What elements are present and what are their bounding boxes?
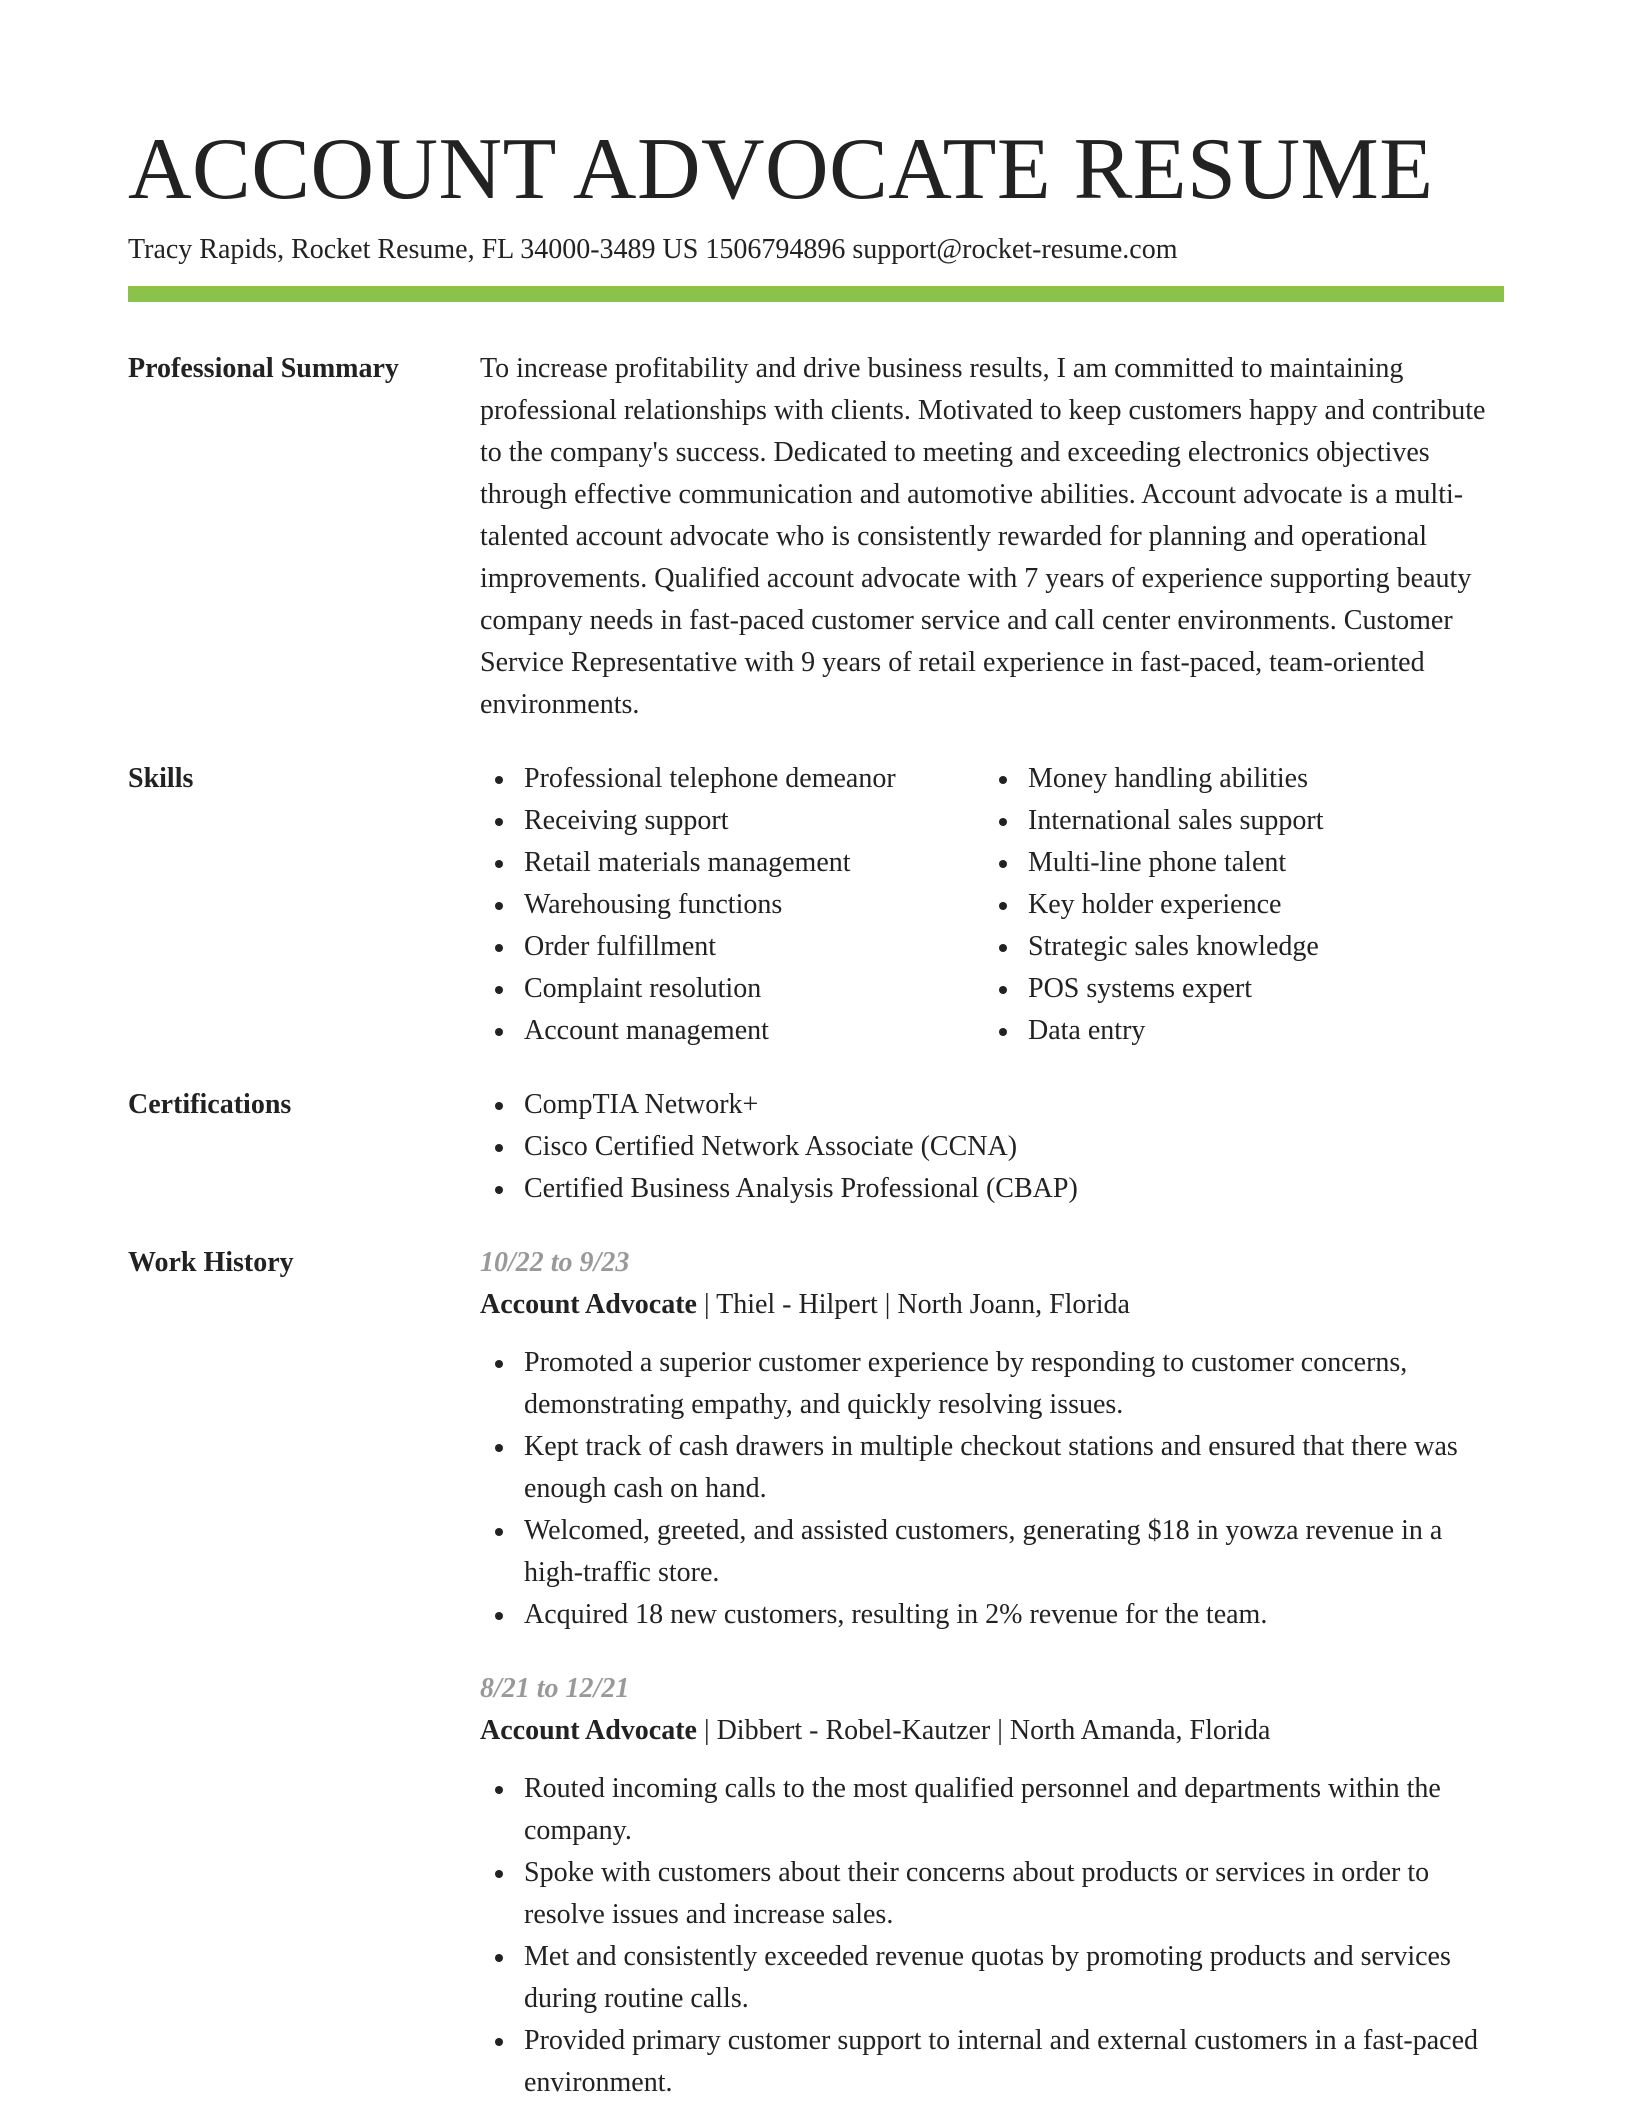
certification-item: Cisco Certified Network Associate (CCNA): [480, 1126, 1504, 1168]
section-label-skills: Skills: [128, 763, 194, 794]
skill-item: Complaint resolution: [480, 968, 984, 1010]
job-bullet: Acquired 18 new customers, resulting in 2% revenue for the team.: [480, 1594, 1504, 1636]
job-bullet: Kept track of cash drawers in multiple checkout stations and ensured that there was enough cash on hand.: [480, 1426, 1504, 1510]
job-bullet: Promoted a superior customer experience by responding to customer concerns, demonstrating empathy, and quickly resolving issues.: [480, 1342, 1504, 1426]
skill-item: Order fulfillment: [480, 926, 984, 968]
contact-line: [128, 232, 1504, 268]
certification-item: CompTIA Network+: [480, 1084, 1504, 1126]
skill-item: Multi-line phone talent: [984, 842, 1488, 884]
job-bullet: Provided primary customer support to internal and external customers in a fast-paced environment.: [480, 2020, 1504, 2104]
job-bullet: Met and consistently exceeded revenue quotas by promoting products and services during routine calls.: [480, 1936, 1504, 2020]
section-label-certifications: Certifications: [128, 1089, 292, 1120]
certifications-body: [480, 1084, 1504, 1210]
contact-phone: 1506794896: [705, 234, 846, 265]
job-heading: [480, 1284, 1504, 1326]
skills-column-left: [480, 758, 984, 1052]
job-title: Account Advocate: [480, 1715, 697, 1746]
job-bullets: [480, 1768, 1504, 2104]
skill-item: International sales support: [984, 800, 1488, 842]
skills-grid: [480, 758, 1504, 1052]
skill-item: Warehousing functions: [480, 884, 984, 926]
job-details: | Dibbert - Robel-Kautzer | North Amanda, Florida: [696, 1715, 1271, 1746]
contact-address: Tracy Rapids, Rocket Resume, FL 34000-3489 US: [128, 234, 699, 265]
job-title: Account Advocate: [480, 1289, 697, 1320]
accent-divider: [128, 286, 1504, 302]
section-certifications: [128, 1084, 1504, 1210]
job-details: | Thiel - Hilpert | North Joann, Florida: [696, 1289, 1130, 1320]
job-dates: 10/22 to 9/23: [480, 1247, 630, 1278]
section-skills: [128, 758, 1504, 1052]
job-bullet: Welcomed, greeted, and assisted customers, generating $18 in yowza revenue in a high-traffic store.: [480, 1510, 1504, 1594]
skill-item: Account management: [480, 1010, 984, 1052]
skill-item: Money handling abilities: [984, 758, 1488, 800]
job-bullet: Spoke with customers about their concerns about products or services in order to resolve issues and increase sales.: [480, 1852, 1504, 1936]
skill-item: Data entry: [984, 1010, 1488, 1052]
job-dates: 8/21 to 12/21: [480, 1673, 630, 1704]
job-entry: [480, 1668, 1504, 2104]
summary-body: [480, 348, 1504, 726]
certification-item: Certified Business Analysis Professional (CBAP): [480, 1168, 1504, 1210]
job-bullet: Routed incoming calls to the most qualified personnel and departments within the company.: [480, 1768, 1504, 1852]
skill-item: POS systems expert: [984, 968, 1488, 1010]
certifications-list: [480, 1084, 1504, 1210]
skill-item: Receiving support: [480, 800, 984, 842]
contact-email: support@rocket-resume.com: [852, 234, 1178, 265]
section-professional-summary: [128, 348, 1504, 726]
skill-item: Professional telephone demeanor: [480, 758, 984, 800]
section-label-work-history: Work History: [128, 1247, 294, 1278]
skill-item: Retail materials management: [480, 842, 984, 884]
summary-text: To increase profitability and drive business results, I am committed to maintaining professional relationships with clients. Motivated to keep customers happy and contribute to the company's success. Dedicated to meeting and exceeding electronics objectives through effective communication and automotive abilities. Account advocate is a multi-talented account advocate who is consistently rewarded for planning and operational improvements. Qualified account advocate with 7 years of experience supporting beauty company needs in fast-paced customer service and call center environments. Customer Service Representative with 9 years of retail experience in fast-paced, team-oriented environments.: [480, 353, 1486, 720]
job-heading: [480, 1710, 1504, 1752]
work-history-body: [480, 1242, 1504, 2104]
section-work-history: [128, 1242, 1504, 2104]
section-label-summary: Professional Summary: [128, 353, 399, 384]
skill-item: Strategic sales knowledge: [984, 926, 1488, 968]
skill-item: Key holder experience: [984, 884, 1488, 926]
skills-column-right: [984, 758, 1488, 1052]
resume-title: ACCOUNT ADVOCATE RESUME: [128, 121, 1434, 218]
resume-page: [128, 0, 1504, 2104]
job-bullets: [480, 1342, 1504, 1636]
job-entry: [480, 1242, 1504, 1636]
